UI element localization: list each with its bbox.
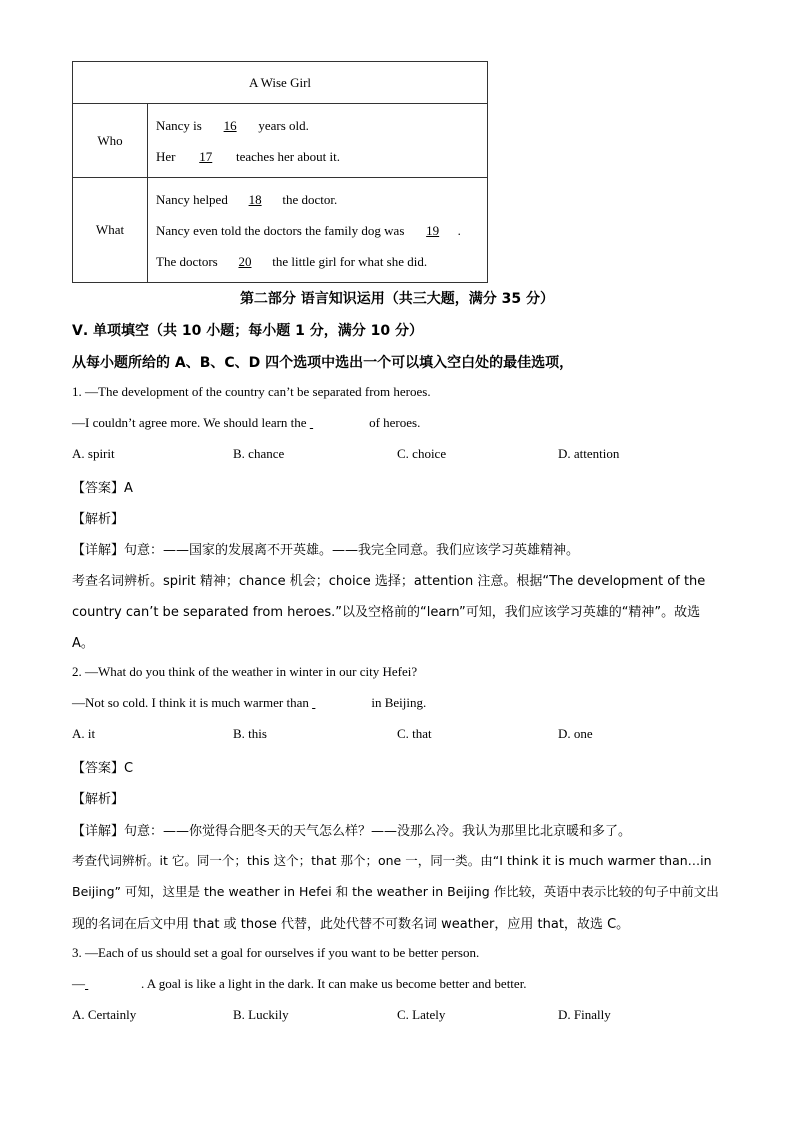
q2-option-d: D. one (558, 726, 593, 741)
q3-option-a: A. Certainly (72, 1007, 137, 1022)
row-text: the doctor. (279, 191, 338, 207)
q2-line2 (72, 695, 426, 711)
q1-explanation-2: country can’t be separated from heroes.”以及空格前的“learn”可知，我们应该学习英雄的“精神”。故选 (72, 605, 701, 620)
who-row-2 (156, 141, 487, 172)
q3-line2-pre: — (72, 976, 85, 991)
info-table (72, 61, 488, 283)
q1-line2-pre: —I couldn’t agree more. We should learn the (72, 415, 310, 430)
q1-option-b: B. chance (233, 446, 285, 461)
row-text: Her (156, 148, 179, 164)
q2-option-c: C. that (397, 726, 432, 741)
q2-option-a: A. it (72, 726, 96, 741)
blank-17: 17 (199, 148, 213, 164)
row-text: Nancy even told the doctors the family dog was (156, 222, 408, 238)
q2-line1: 2. —What do you think of the weather in winter in our city Hefei? (72, 664, 418, 679)
q3-option-c: C. Lately (397, 1007, 446, 1022)
what-row-3 (156, 246, 487, 277)
table-title: A Wise Girl (73, 62, 488, 104)
q2-explanation-2: Beijing” 可知，这里是 the weather in Hefei 和 the weather in Beijing 作比较，英语中表示比较的句子中前文出 (72, 884, 719, 899)
q1-line2 (72, 415, 420, 431)
row-text: teaches her about it. (232, 148, 340, 164)
q1-answer: 【答案】A (72, 481, 133, 496)
q1-explanation-3: A。 (72, 636, 94, 651)
part2-heading: 第二部分 语言知识运用（共三大题，满分 35 分） (239, 291, 555, 307)
q1-detail: 【详解】句意：——国家的发展离不开英雄。——我完全同意。我们应该学习英雄精神。 (72, 543, 580, 558)
row-text: The doctors (156, 253, 221, 269)
q2-line2-pre: —Not so cold. I think it is much warmer than (72, 695, 313, 710)
instruction: 从每小题所给的 A、B、C、D 四个选项中选出一个可以填入空白处的最佳选项， (72, 355, 574, 371)
q2-explanation-1: 考查代词辨析。it 它。同一个；this 这个；that 那个；one 一，同一类。由“I think it is much warmer than…in (72, 853, 712, 868)
q1-blank (310, 415, 366, 431)
q2-detail: 【详解】句意：——你觉得合肥冬天的天气怎么样？——没那么冷。我认为那里比北京暖和多了。 (72, 824, 632, 839)
q2-analysis: 【解析】 (72, 792, 125, 807)
row-text: . (457, 222, 461, 238)
who-row-1 (156, 110, 487, 141)
q3-line2-post: . A goal is like a light in the dark. It can make us become better and better. (141, 976, 527, 991)
blank-18: 18 (248, 191, 262, 207)
q3-option-d: D. Finally (558, 1007, 611, 1022)
what-label: What (73, 178, 148, 283)
blank-19: 19 (426, 222, 440, 238)
q1-option-a: A. spirit (72, 446, 115, 461)
what-row-1 (156, 184, 487, 215)
q3-line1: 3. —Each of us should set a goal for ourselves if you want to be better person. (72, 945, 480, 960)
q2-blank (312, 695, 368, 711)
q1-explanation-1: 考查名词辨析。spirit 精神；chance 机会；choice 选择；attention 注意。根据“The development of the (72, 574, 706, 589)
blank-16: 16 (223, 117, 237, 133)
q3-line2 (72, 976, 527, 992)
row-text: the little girl for what she did. (268, 253, 428, 269)
what-cell (148, 178, 488, 283)
row-text: years old. (255, 117, 309, 133)
section5-heading: Ⅴ. 单项填空（共 10 小题；每小题 1 分，满分 10 分） (72, 323, 423, 339)
q2-answer: 【答案】C (72, 761, 134, 776)
q1-analysis: 【解析】 (72, 512, 125, 527)
who-label: Who (73, 104, 148, 178)
what-row-2 (156, 215, 487, 246)
blank-20: 20 (238, 253, 252, 269)
q1-option-c: C. choice (397, 446, 447, 461)
q1-line2-post: of heroes. (365, 415, 421, 430)
row-text: Nancy is (156, 117, 206, 133)
q3-option-b: B. Luckily (233, 1007, 289, 1022)
q2-line2-post: in Beijing. (368, 695, 427, 710)
q1-option-d: D. attention (558, 446, 620, 461)
q1-line1: 1. —The development of the country can’t be separated from heroes. (72, 384, 431, 399)
q2-option-b: B. this (233, 726, 267, 741)
row-text: Nancy helped (156, 191, 232, 207)
who-cell (148, 104, 488, 178)
q3-blank (85, 976, 141, 992)
q2-explanation-3: 现的名词在后文中用 that 或 those 代替，此处代替不可数名词 weather，应用 that，故选 C。 (72, 917, 630, 932)
